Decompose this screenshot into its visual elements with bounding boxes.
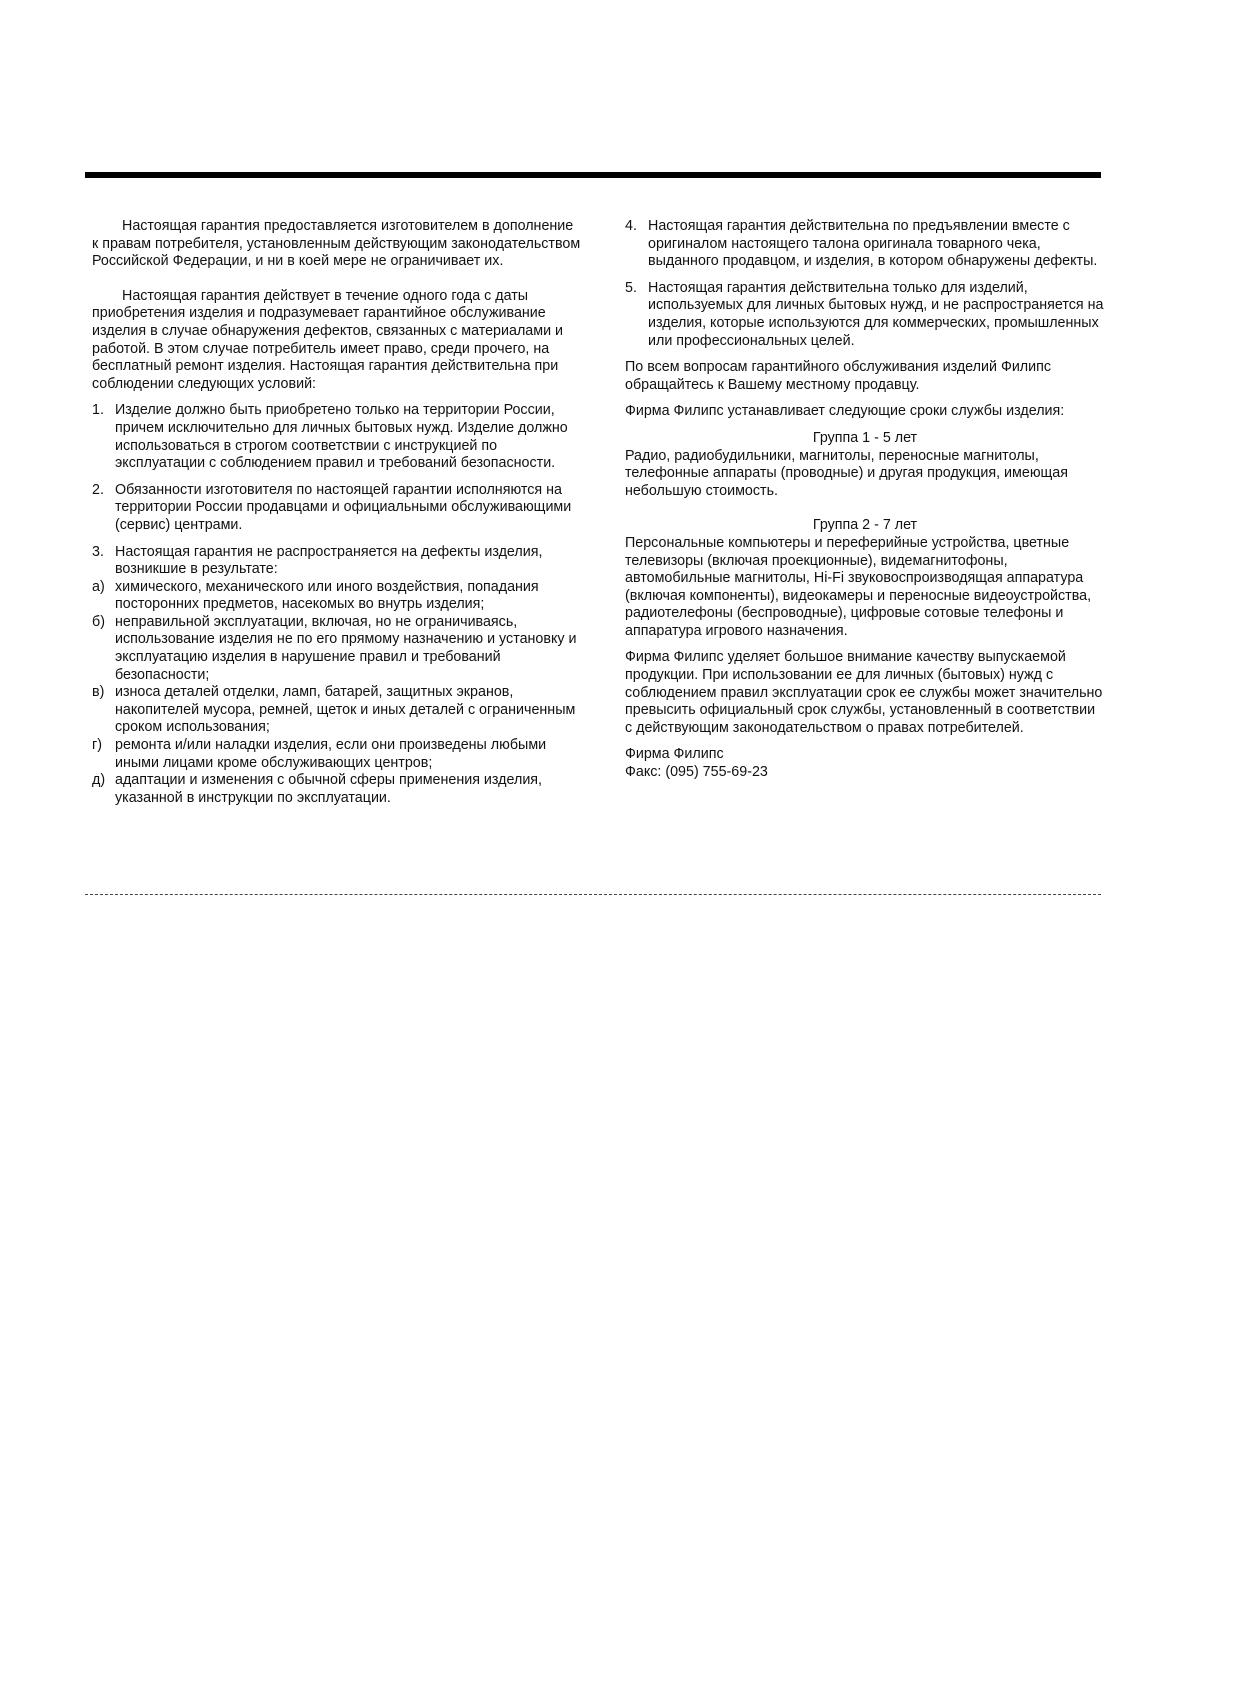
item-text: Настоящая гарантия действительна по предъявлении вместе с оригиналом настоящего талона оригинала товарного чека, выданного продавцом, и изделия, в котором обнаружены дефекты.: [648, 218, 1098, 270]
group-2-text: Персональные компьютеры и переферийные устройства, цветные телевизоры (включая проекционные), видемагнитофоны, автомобильные магнитолы, Hi-Fi звуковоспроизводящая аппаратура (включая компоненты), видеокамеры и переносные видеоустройства, радиотелефоны (беспроводные), цифровые сотовые телефоны и аппаратура игрового назначения.: [625, 534, 1092, 639]
exclusion-subitem: [92, 579, 582, 614]
item-number: 3.: [92, 543, 104, 560]
condition-item: [92, 544, 582, 579]
item-text: Изделие должно быть приобретено только на территории России, причем исключительно для личных бытовых нужд. Изделие должно использоваться в строгом соответствии с инструкцией по эксплуатации с соблюдением правил и требований безопасности.: [115, 402, 568, 472]
item-text: Обязанности изготовителя по настоящей гарантии исполняются на территории России продавцами и официальными обслуживающими (сервис) центрами.: [115, 481, 572, 533]
dashed-cut-line: [85, 894, 1101, 895]
right-column: [625, 218, 1105, 782]
warranty-terms-paragraph: Настоящая гарантия действует в течение одного года с даты приобретения изделия и подразумевает гарантийное обслуживание изделия в случае обнаружения дефектов, связанных с материалами и работой. В этом случае потребитель имеет право, среди прочего, на бесплатный ремонт изделия. Настоящая гарантия действительна при соблюдении следующих условий:: [92, 287, 564, 392]
exclusion-subitem: [92, 614, 582, 684]
intro-paragraph: Настоящая гарантия предоставляется изготовителем в дополнение к правам потребителя, установленным действующим законодательством Российской Федерации, и ни в коей мере не ограничивает их.: [92, 218, 581, 270]
subitem-text: износа деталей отделки, ламп, батарей, защитных экранов, накопителей мусора, ремней, щеток и иных деталей с ограниченным сроком использования;: [115, 684, 576, 736]
condition-item: [92, 402, 582, 472]
exclusion-subitem: [92, 737, 582, 772]
subitem-text: неправильной эксплуатации, включая, но не ограничиваясь, использование изделия не по его прямому назначению и установку и эксплуатацию изделия в нарушение правил и требований безопасности;: [115, 613, 577, 683]
item-number: 2.: [92, 481, 104, 498]
item-number: 1.: [92, 402, 104, 419]
subitem-text: адаптации и изменения с обычной сферы применения изделия, указанной в инструкции по эксплуатации.: [115, 772, 543, 806]
item-number: 5.: [625, 279, 637, 296]
service-life-intro: Фирма Филипс устанавливает следующие сроки службы изделия:: [625, 403, 1065, 420]
item-text: Настоящая гарантия действительна только для изделий, используемых для личных бытовых нужд, и не распространяется на изделия, которые используются для коммерческих, промышленных или профессиональных целей.: [648, 279, 1104, 349]
group-2-title: Группа 2 - 7 лет: [812, 517, 918, 534]
top-rule: [85, 172, 1101, 178]
subitem-text: ремонта и/или наладки изделия, если они произведены любыми иными лицами кроме обслуживающих центров;: [115, 737, 547, 771]
left-column: [92, 218, 582, 807]
condition-item: [625, 280, 1105, 350]
subitem-text: химического, механического или иного воздействия, попадания посторонних предметов, насекомых во внутрь изделия;: [115, 578, 539, 613]
quality-note: Фирма Филипс уделяет большое внимание качеству выпускаемой продукции. При использовании ее для личных (бытовых) нужд с соблюдением правил эксплуатации срок ее службы может значительно превысить официальный срок службы, установленный в соответствии с действующим законодательством о правах потребителей.: [625, 649, 1103, 736]
group-1-title: Группа 1 - 5 лет: [812, 429, 918, 446]
item-text: Настоящая гарантия не распространяется на дефекты изделия, возникшие в результате:: [115, 543, 543, 578]
company-name: Фирма Филипс: [625, 746, 724, 763]
service-note: По всем вопросам гарантийного обслуживания изделий Филипс обращайтесь к Вашему местному продавцу.: [625, 359, 1052, 393]
item-number: 4.: [625, 218, 637, 234]
exclusion-subitem: [92, 772, 582, 807]
exclusion-subitem: [92, 684, 582, 737]
subitem-letter: д): [92, 772, 106, 789]
fax-number: Факс: (095) 755-69-23: [625, 764, 768, 781]
subitem-letter: в): [92, 684, 105, 701]
condition-item: [92, 482, 582, 535]
group-1-text: Радио, радиобудильники, магнитолы, переносные магнитолы, телефонные аппараты (проводные) и другая продукция, имеющая небольшую стоимость.: [625, 447, 1068, 499]
subitem-letter: б): [92, 613, 105, 630]
subitem-letter: а): [92, 578, 105, 595]
condition-item: [625, 218, 1105, 271]
subitem-letter: г): [92, 737, 102, 754]
